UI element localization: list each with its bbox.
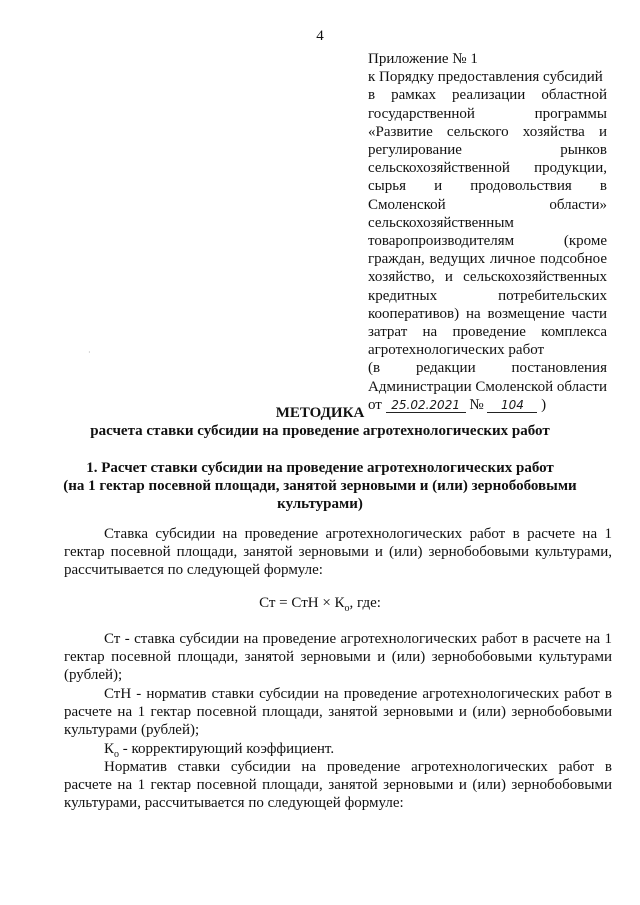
appendix-line: сырья и продовольствия в bbox=[368, 178, 607, 195]
appendix-line: агротехнологических работ bbox=[368, 342, 545, 359]
document-title: МЕТОДИКА bbox=[275, 405, 365, 421]
appendix-line: государственной программы bbox=[368, 105, 607, 122]
appendix-line: к Порядку предоставления субсидий bbox=[368, 69, 603, 86]
ko-text: - корректирующий коэффициент. bbox=[119, 741, 335, 757]
appendix-line: «Развитие сельского хозяйства и bbox=[368, 123, 607, 140]
appendix-line: сельскохозяйственной продукции, bbox=[368, 160, 607, 177]
scan-mark: · bbox=[88, 348, 91, 357]
appendix-line: Администрации Смоленской области bbox=[368, 378, 607, 395]
appendix-line: граждан, ведущих личное подсобное bbox=[368, 251, 607, 268]
section-heading bbox=[60, 459, 580, 513]
paragraph-intro: Ставка субсидии на проведение агротехнологических работ в расчете на 1 гектар посевной площади, занятой зерновыми и (или) зернобобовыми культурами, рассчитывается по следующей формуле: bbox=[64, 526, 612, 579]
document-subtitle: расчета ставки субсидии на проведение агротехнологических работ bbox=[90, 423, 550, 439]
title-block bbox=[0, 404, 640, 440]
closing-paren: ) bbox=[541, 396, 547, 413]
definition-st: Ст - ставка субсидии на проведение агротехнологических работ в расчете на 1 гектар посевной площади, занятой зерновыми и (или) зернобобовыми культурами (рублей); bbox=[64, 631, 612, 684]
definition-ko bbox=[64, 740, 612, 758]
section-heading-line: (на 1 гектар посевной площади, занятой зерновыми и (или) зернобобовыми bbox=[63, 478, 577, 494]
handwritten-date: 25.02.2021 bbox=[386, 398, 466, 413]
appendix-line: кооперативов) на возмещение части bbox=[368, 305, 607, 322]
formula bbox=[0, 594, 640, 612]
appendix-heading: Приложение № 1 bbox=[368, 51, 478, 67]
appendix-block bbox=[368, 50, 607, 414]
formula-suffix: , где: bbox=[349, 595, 381, 611]
appendix-line: сельскохозяйственным bbox=[368, 214, 514, 231]
section-heading-line: культурами) bbox=[277, 496, 363, 512]
appendix-line: в рамках реализации областной bbox=[368, 87, 607, 104]
appendix-line: товаропроизводителям (кроме bbox=[368, 233, 607, 250]
appendix-line: кредитных потребительских bbox=[368, 287, 607, 304]
page-number: 4 bbox=[316, 28, 324, 44]
ko-subscript: о bbox=[114, 749, 120, 760]
formula-subscript: о bbox=[344, 603, 350, 614]
appendix-line: Смоленской области» bbox=[368, 196, 607, 213]
date-prefix: от bbox=[368, 396, 382, 413]
formula-text: Ст = СтН × К bbox=[259, 595, 345, 611]
definition-stn: СтН - норматив ставки субсидии на проведение агротехнологических работ в расчете на 1 гектар посевной площади, занятой зерновыми и (или) зернобобовыми культурами (рублей); bbox=[64, 686, 612, 739]
appendix-line: затрат на проведение комплекса bbox=[368, 324, 607, 341]
handwritten-number: 104 bbox=[487, 398, 537, 413]
section-heading-line: 1. Расчет ставки субсидии на проведение агротехнологических работ bbox=[86, 460, 554, 476]
ko-symbol: К bbox=[104, 741, 115, 757]
paragraph-norm: Норматив ставки субсидии на проведение агротехнологических работ в расчете на 1 гектар посевной площади, занятой зерновыми и (или) зернобобовыми культурами, рассчитывается по следующей формуле: bbox=[64, 759, 612, 812]
appendix-line: хозяйство, и сельскохозяйственных bbox=[368, 269, 607, 286]
number-sign: № bbox=[469, 396, 484, 413]
appendix-line: регулирование рынков bbox=[368, 142, 607, 159]
appendix-line: (в редакции постановления bbox=[368, 360, 607, 377]
